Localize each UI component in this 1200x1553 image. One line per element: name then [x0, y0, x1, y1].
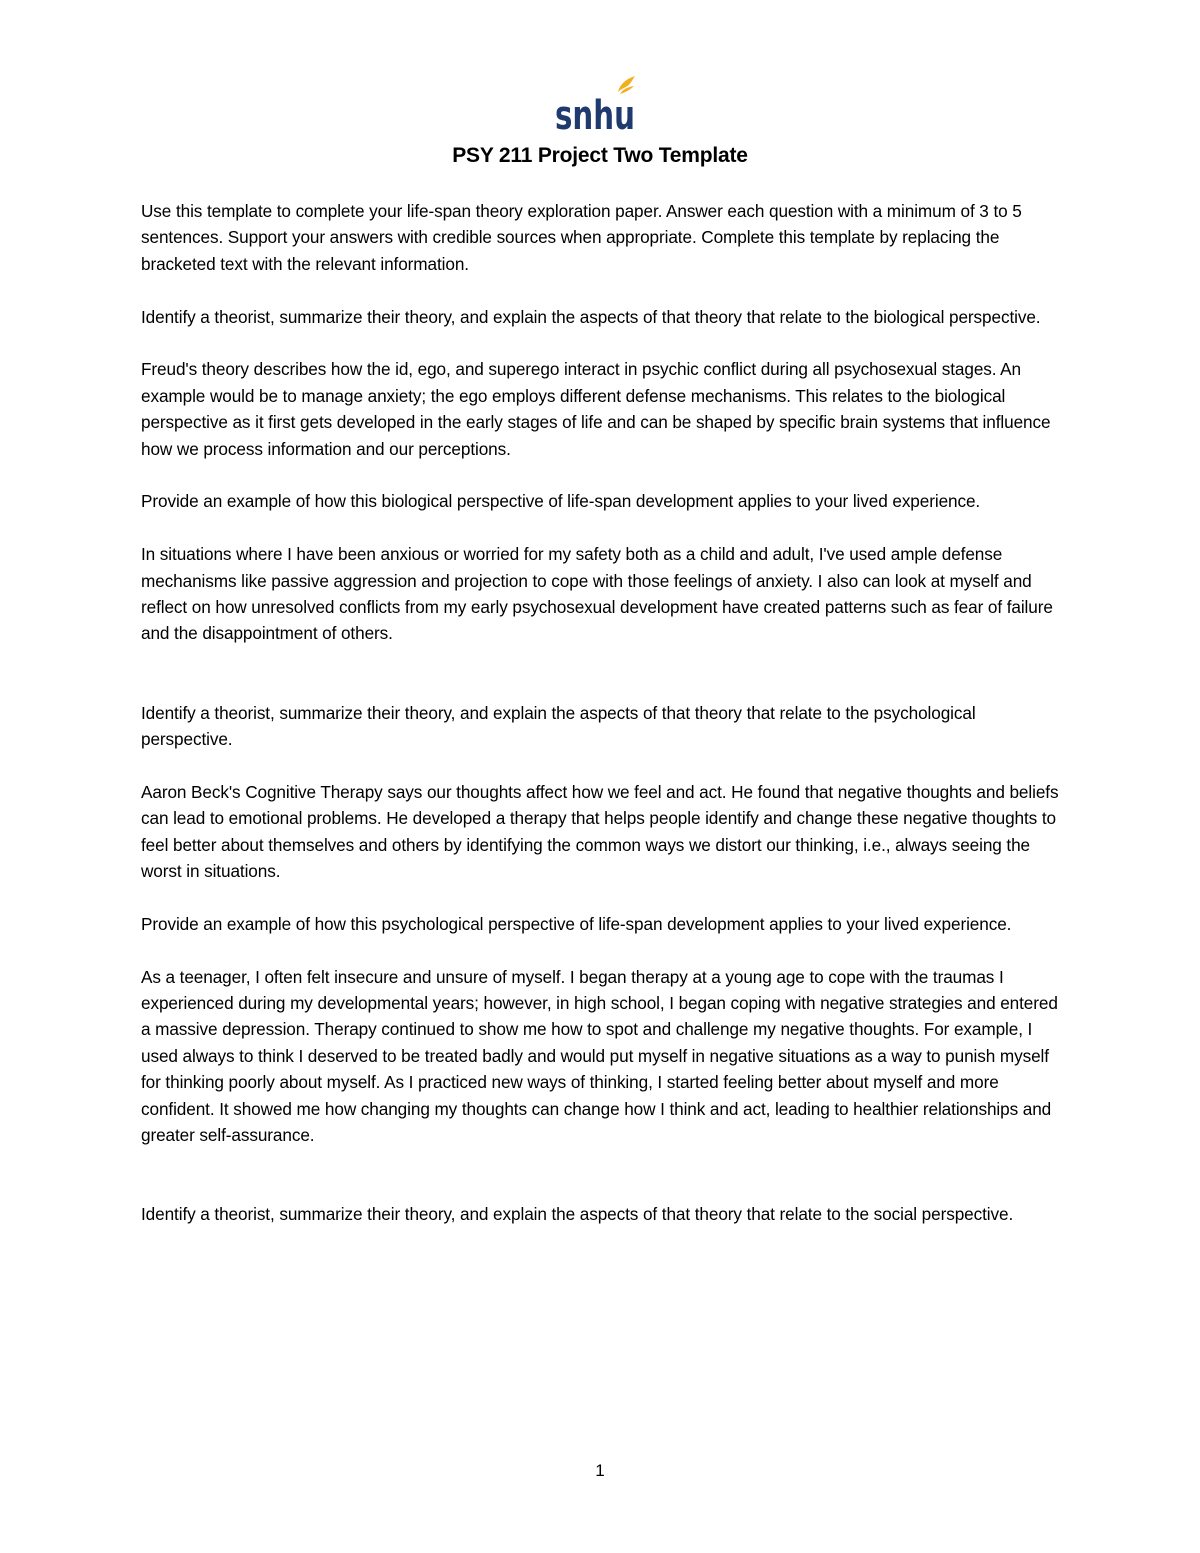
intro-paragraph: Use this template to complete your life-span theory exploration paper. Answer each question with a minimum of 3 to 5 sentences. Support your answers with credible sources when appropriate. Complete this template by replacing the bracketed text with the relevant information.	[141, 201, 1022, 274]
prompt-psychological-experience: Provide an example of how this psychological perspective of life-span development applies to your lived experience.	[141, 913, 1012, 934]
answer-biological-theorist: Freud's theory describes how the id, ego, and superego interact in psychic conflict during all psychosexual stages. An example would be to manage anxiety; the ego employs different defense mechanisms. This relates to the biological perspective as it first gets developed in the early stages of life and can be shaped by specific brain systems that influence how we process information and our perceptions.	[141, 359, 1051, 459]
page-number: 1	[595, 1461, 605, 1480]
answer-psychological-theorist: Aaron Beck's Cognitive Therapy says our thoughts affect how we feel and act. He found that negative thoughts and beliefs can lead to emotional problems. He developed a therapy that helps people identify and change these negative thoughts to feel better about themselves and others by identifying the common ways we distort our thinking, i.e., always seeing the worst in situations.	[141, 781, 1059, 882]
logo-wordmark: snhu	[555, 93, 635, 139]
answer-biological-experience: In situations where I have been anxious or worried for my safety both as a child and adult, I've used ample defense mechanisms like passive aggression and projection to cope with those feelings of anxiety. I also can look at myself and reflect on how unresolved conflicts from my early psychosexual development have created patterns such as fear of failure and the disappointment of others.	[141, 544, 1053, 644]
prompt-biological-theorist: Identify a theorist, summarize their theory, and explain the aspects of that theory that relate to the biological perspective.	[141, 306, 1041, 327]
prompt-social-theorist: Identify a theorist, summarize their theory, and explain the aspects of that theory that relate to the social perspective.	[141, 1204, 1014, 1225]
document-body	[141, 198, 1071, 1254]
answer-psychological-experience: As a teenager, I often felt insecure and unsure of myself. I began therapy at a young age to cope with the traumas I experienced during my developmental years; however, in high school, I began coping with negative strategies and entered a massive depression. Therapy continued to show me how to spot and challenge my negative thoughts. For example, I used always to think I deserved to be treated badly and would put myself in negative situations as a way to punish myself for thinking poorly about myself. As I practiced new ways of thinking, I started feeling better about myself and more confident. It showed me how changing my thoughts can change how I think and act, leading to healthier relationships and greater self-assurance.	[141, 966, 1058, 1146]
prompt-biological-experience: Provide an example of how this biological perspective of life-span development applies to your lived experience.	[141, 491, 981, 512]
prompt-psychological-theorist: Identify a theorist, summarize their theory, and explain the aspects of that theory that relate to the psychological perspective.	[141, 702, 976, 750]
snhu-logo-graphic	[552, 72, 642, 139]
snhu-logo	[552, 72, 642, 139]
document-title: PSY 211 Project Two Template	[452, 144, 748, 167]
